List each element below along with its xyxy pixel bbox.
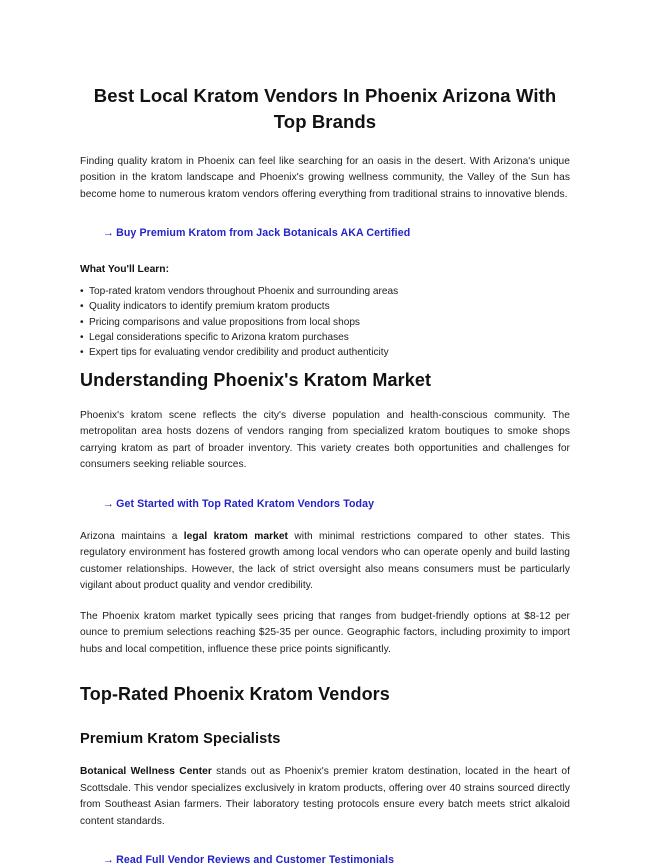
pricing-paragraph: The Phoenix kratom market typically sees pricing that ranges from budget-friendly options at $8-12 per ounce to premium selections reaching $25-35 per ounce. Geographic factors, including proximity to import hubs and local competition, influence these price points significantly.: [80, 610, 570, 655]
list-item: • Legal considerations specific to Arizona kratom purchases: [80, 330, 570, 345]
arrow-right-icon: →: [103, 497, 115, 510]
sub-heading-premium-specialists: Premium Kratom Specialists: [80, 731, 281, 748]
cta-link-get-started-vendors[interactable]: [103, 498, 374, 510]
cta-link-label: Get Started with Top Rated Kratom Vendors Today: [116, 497, 375, 510]
section-heading-understanding-market: Understanding Phoenix's Kratom Market: [80, 369, 432, 390]
intro-paragraph: Finding quality kratom in Phoenix can feel like searching for an oasis in the desert. With Arizona's unique position in the kratom landscape and Phoenix's growing wellness community, the Valley of the Sun has become home to numerous kratom vendors offering everything from traditional strains to innovative blends.: [80, 155, 570, 200]
list-item: • Top-rated kratom vendors throughout Phoenix and surrounding areas: [80, 284, 570, 299]
document-content: [80, 0, 570, 868]
list-item: • Quality indicators to identify premium kratom products: [80, 299, 570, 314]
cta-link-label: Read Full Vendor Reviews and Customer Testimonials: [116, 854, 395, 867]
cta-link-buy-premium-kratom[interactable]: [103, 227, 410, 239]
legal-text-before: Arizona maintains a: [80, 530, 184, 542]
vendor-name-bold: Botanical Wellness Center: [80, 766, 212, 778]
cta-row-3: [80, 830, 570, 868]
what-youll-learn-heading: What You'll Learn:: [80, 264, 170, 276]
vendor-paragraph: [80, 747, 570, 830]
what-youll-learn-list: [80, 275, 570, 361]
vendor-text-after: stands out as Phoenix's premier kratom destination, located in the heart of Scottsdale. This vendor specializes exclusively in kratom products, offering over 40 strains sourced directly from Southeast Asian farmers. Their laboratory testing protocols ensure every batch meets strict alkaloid content standards.: [80, 766, 570, 827]
cta-link-read-full-reviews[interactable]: [103, 854, 394, 866]
cta-link-label: Buy Premium Kratom from Jack Botanicals AKA Certified: [116, 227, 411, 240]
legal-text-after: with minimal restrictions compared to other states. This regulatory environment has fostered growth among local vendors who can operate openly and build lasting customer relationships. However, the lack of strict oversight also means consumers must be particularly vigilant about product quality and vendor credibility.: [80, 530, 570, 592]
legal-paragraph: [80, 512, 570, 595]
cta-row-1: [80, 203, 570, 241]
arrow-right-icon: →: [103, 227, 115, 240]
list-item: • Pricing comparisons and value propositions from local shops: [80, 315, 570, 330]
section-heading-top-rated-vendors: Top-Rated Phoenix Kratom Vendors: [80, 684, 390, 705]
page-title: Best Local Kratom Vendors In Phoenix Arizona With Top Brands: [93, 85, 557, 133]
cta-row-2: [80, 474, 570, 512]
market-paragraph: Phoenix's kratom scene reflects the city's diverse population and health-conscious community. The metropolitan area hosts dozens of vendors ranging from specialized kratom boutiques to smoke shops carrying kratom as part of broader inventory. This variety creates both opportunities and challenges for consumers seeking reliable sources.: [80, 409, 570, 471]
list-item: • Expert tips for evaluating vendor credibility and product authenticity: [80, 345, 570, 360]
arrow-right-icon: →: [103, 854, 115, 867]
legal-bold-term: legal kratom market: [183, 530, 288, 542]
